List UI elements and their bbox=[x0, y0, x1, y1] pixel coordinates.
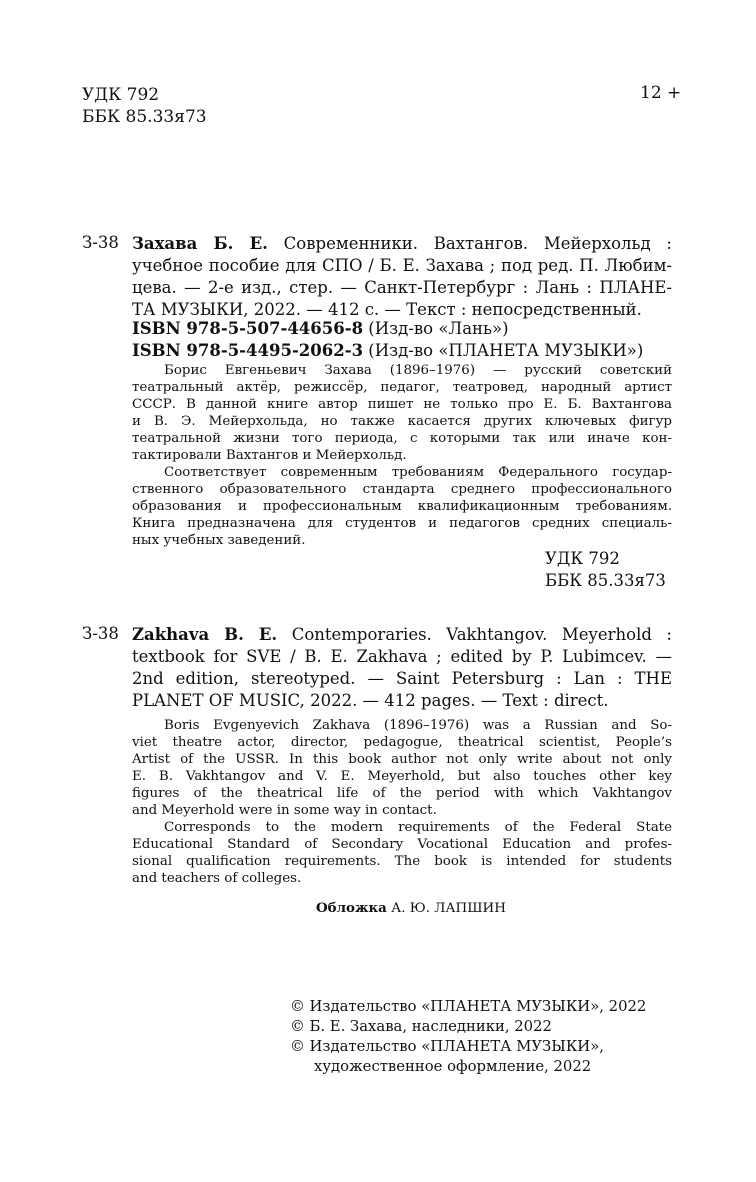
isbn-block bbox=[132, 318, 643, 362]
annotation-line: Boris Evgenyevich Zakhava (1896–1976) was a Russian and So- bbox=[164, 718, 672, 733]
cover-label: Обложка bbox=[316, 900, 387, 916]
annotation-line: ных учебных заведений. bbox=[132, 533, 306, 548]
annotation-line: and teachers of colleges. bbox=[132, 871, 302, 886]
cover-designer: А. Ю. ЛАПШИН bbox=[386, 901, 506, 916]
entry-line: Zakhava B. E. Contemporaries. Vakhtangov. Meyerhold : bbox=[132, 625, 672, 644]
entry-line: ТА МУЗЫКИ, 2022. — 412 с. — Текст : непосредственный. bbox=[132, 300, 642, 319]
annotation-line: Educational Standard of Secondary Vocational Education and profes- bbox=[132, 837, 672, 852]
bbk-code: ББК 85.33я73 bbox=[545, 571, 666, 590]
annotation-line: viet theatre actor, director, pedagogue, theatrical scientist, People’s bbox=[132, 735, 672, 750]
english-annotation bbox=[132, 717, 672, 887]
annotation-line: театральный актёр, режиссёр, педагог, театровед, народный артист bbox=[132, 380, 672, 395]
entry-line: PLANET OF MUSIC, 2022. — 412 pages. — Text : direct. bbox=[132, 691, 609, 710]
isbn-publisher: (Изд-во «ПЛАНЕТА МУЗЫКИ») bbox=[363, 341, 644, 360]
isbn-line bbox=[132, 318, 643, 340]
isbn-line bbox=[132, 340, 643, 362]
cover-credit bbox=[316, 900, 506, 916]
classification-block-bottom bbox=[545, 548, 666, 592]
entry-line: textbook for SVE / B. E. Zakhava ; edited by P. Lubimcev. — bbox=[132, 647, 672, 666]
english-bibliographic-entry bbox=[132, 624, 672, 712]
copyright-line: © Издательство «ПЛАНЕТА МУЗЫКИ», bbox=[290, 1038, 604, 1055]
russian-annotation bbox=[132, 362, 672, 549]
annotation-line: sional qualification requirements. The book is intended for students bbox=[132, 854, 672, 869]
isbn-number: ISBN 978-5-4495-2062-3 bbox=[132, 341, 364, 360]
annotation-line: образования и профессиональным квалификационным требованиям. bbox=[132, 499, 672, 514]
annotation-line: Книга предназначена для студентов и педагогов средних специаль- bbox=[132, 516, 672, 531]
entry-line: 2nd edition, stereotyped. — Saint Petersburg : Lan : THE bbox=[132, 669, 672, 688]
age-rating: 12 + bbox=[640, 83, 682, 103]
annotation-line: театральной жизни того периода, с которыми так или иначе кон- bbox=[132, 431, 672, 446]
copyright-line: художественное оформление, 2022 bbox=[314, 1058, 592, 1075]
annotation-line: Artist of the USSR. In this book author not only write about not only bbox=[132, 752, 672, 767]
annotation-line: and Meyerhold were in some way in contact. bbox=[132, 803, 437, 818]
isbn-number: ISBN 978-5-507-44656-8 bbox=[132, 319, 364, 338]
annotation-line: тактировали Вахтангов и Мейерхольд. bbox=[132, 448, 407, 463]
entry-line: цева. — 2-е изд., стер. — Санкт-Петербург : Лань : ПЛАНЕ- bbox=[132, 278, 672, 297]
udk-code: УДК 792 bbox=[545, 549, 620, 568]
annotation-line: и В. Э. Мейерхольда, но также касается других ключевых фигур bbox=[132, 414, 672, 429]
copyright-line: © Б. Е. Захава, наследники, 2022 bbox=[290, 1018, 552, 1035]
annotation-line: Борис Евгеньевич Захава (1896–1976) — русский советский bbox=[164, 363, 672, 378]
annotation-line: ственного образовательного стандарта среднего профессионального bbox=[132, 482, 672, 497]
classification-block bbox=[82, 84, 207, 128]
annotation-line: Соответствует современным требованиям Федерального государ- bbox=[164, 465, 672, 480]
annotation-line: E. B. Vakhtangov and V. E. Meyerhold, but also touches other key bbox=[132, 769, 672, 784]
entry-line: Захава Б. Е. Современники. Вахтангов. Мейерхольд : bbox=[132, 234, 672, 253]
russian-bibliographic-entry bbox=[132, 233, 672, 321]
udk-code: УДК 792 bbox=[82, 85, 160, 105]
author-name: Захава Б. Е. bbox=[132, 234, 268, 253]
bbk-code: ББК 85.33я73 bbox=[82, 107, 207, 127]
isbn-publisher: (Изд-во «Лань») bbox=[363, 319, 509, 338]
entry-line: учебное пособие для СПО / Б. Е. Захава ; под ред. П. Любим- bbox=[132, 256, 672, 275]
annotation-line: СССР. В данной книге автор пишет не только про Е. Б. Вахтангова bbox=[132, 397, 672, 412]
annotation-line: Corresponds to the modern requirements of the Federal State bbox=[164, 820, 672, 835]
author-code: З-38 bbox=[82, 624, 119, 643]
author-name: Zakhava B. E. bbox=[132, 625, 278, 644]
copyright-line: © Издательство «ПЛАНЕТА МУЗЫКИ», 2022 bbox=[290, 998, 647, 1015]
annotation-line: figures of the theatrical life of the period with which Vakhtangov bbox=[132, 786, 672, 801]
copyright-block bbox=[290, 997, 646, 1077]
author-code: З-38 bbox=[82, 233, 119, 252]
